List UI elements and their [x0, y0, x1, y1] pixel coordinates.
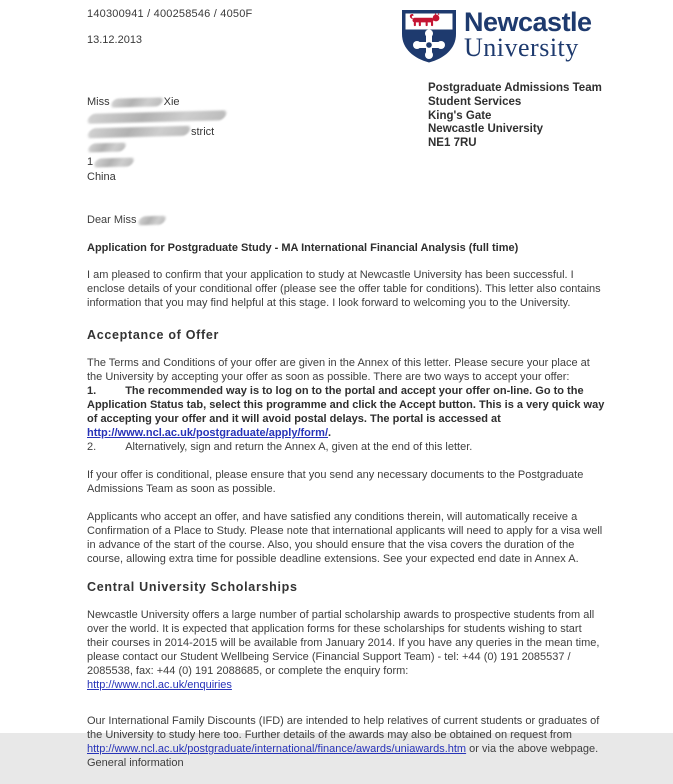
redacted-text [109, 97, 163, 107]
logo-name-line: Newcastle [464, 7, 592, 37]
postcode-fragment: 1 [87, 156, 94, 168]
sender-address-line: Postgraduate Admissions Team [428, 82, 602, 94]
recipient-address-line [87, 125, 227, 140]
ifd-paragraph [87, 714, 606, 770]
recipient-postcode-line [87, 155, 227, 170]
scholarships-heading: Central University Scholarships [87, 580, 298, 594]
scholarships-paragraph [87, 608, 606, 692]
reference-numbers: 140300941 / 400258546 / 4050F [87, 8, 253, 20]
confirmation-paragraph: Applicants who accept an offer, and have satisfied any conditions therein, will automatically receive a Confirmation of a Place to Study. Please note that international applicants will need to apply for a visa well in advance of the start of the course. Also, you should ensure that the visa covers the duration of the course, allowing extra time for possible deadline extensions. See your expected end date in Annex A. [87, 511, 603, 565]
salutation: Dear Miss [87, 213, 606, 227]
portal-link[interactable]: http://www.ncl.ac.uk/postgraduate/apply/form/ [87, 427, 329, 439]
recipient-address-line [87, 140, 227, 155]
ifd-text-after: or via the above webpage. General information [87, 743, 599, 769]
university-shield-icon [399, 8, 459, 69]
accept-option-1: 1. The recommended way is to log on to the portal and accept your offer on-line. Go to the Application Status tab, select this programme and click the Accept button. This is a very quick way of accepting your offer and it will avoid postal delays. The portal is accessed at http://www.ncl.ac.uk/postgraduate/apply/form/. [87, 385, 605, 439]
acceptance-of-offer-heading: Acceptance of Offer [87, 328, 220, 342]
district-fragment: strict [191, 126, 215, 138]
uniawards-link[interactable]: http://www.ncl.ac.uk/postgraduate/international/finance/awards/uniawards.htm [87, 743, 467, 755]
intro-paragraph: I am pleased to confirm that your application to study at Newcastle University has been successful. I enclose details of your conditional offer (please see the offer table for conditions). This letter also contains information that you may find helpful at this stage. I look forward to welcoming you to the University. [87, 269, 601, 309]
newcastle-university-logo [399, 8, 592, 69]
sender-address-line: Newcastle University [428, 123, 544, 136]
sender-address [428, 82, 602, 151]
acceptance-intro-paragraph: The Terms and Conditions of your offer are given in the Annex of this letter. Please secure your place at the University by accepting your offer as soon as possible. There are two ways to accept your offer: [87, 357, 590, 383]
enquiry-form-link[interactable]: http://www.ncl.ac.uk/enquiries [87, 679, 232, 691]
list-number: 2. [87, 441, 97, 453]
redacted-text [93, 157, 135, 167]
list-number: 1. [87, 385, 97, 397]
letter-body [87, 213, 606, 784]
recipient-name-line [87, 95, 227, 110]
recipient-address [87, 95, 227, 185]
letter-date: 13.12.2013 [87, 34, 143, 46]
redacted-text [86, 110, 228, 124]
accept-option-2 [87, 440, 606, 454]
conditional-offer-paragraph: If your offer is conditional, please ensure that you send any necessary documents to the Postgraduate Admissions Team as soon as possible. [87, 469, 584, 495]
redacted-text [86, 126, 191, 139]
recipient-title: Miss [87, 96, 110, 108]
subject-heading: Application for Postgraduate Study - MA International Financial Analysis (full time) [87, 242, 519, 254]
ifd-text: Our International Family Discounts (IFD) are intended to help relatives of current students or graduates of the University to study here too. Further details of the awards may also be obtained on request from [87, 715, 600, 741]
redacted-text [87, 142, 127, 152]
recipient-surname: Xie [163, 96, 180, 108]
redacted-text [136, 215, 166, 225]
sender-address-line: NE1 7RU [428, 137, 477, 150]
recipient-address-line [87, 110, 227, 125]
recipient-country: China [87, 171, 116, 183]
scholarships-text: Newcastle University offers a large number of partial scholarship awards to prospective students from all over the world. It is expected that application forms for these scholarships for students wishing to start their courses in 2014-2015 will be available from January 2014. If you have any queries in the mean time, please contact our Student Wellbeing Service (Financial Support Team) - tel: +44 (0) 191 2085537 / 2085538, fax: +44 (0) 191 2088685, or complete the enquiry form: [87, 609, 600, 677]
sender-address-line: King's Gate [428, 109, 492, 122]
option-2-text: Alternatively, sign and return the Annex A, given at the end of this letter. [125, 441, 473, 453]
university-wordmark [464, 9, 592, 60]
option-1-text: The recommended way is to log on to the portal and accept your offer on-line. Go to the Application Status tab, select this programme and click the Accept button. This is a very quick way of accepting your offer and it will avoid postal delays. The portal is accessed at [87, 385, 605, 425]
logo-sub-line: University [464, 33, 579, 62]
sender-address-line: Student Services [428, 95, 522, 108]
